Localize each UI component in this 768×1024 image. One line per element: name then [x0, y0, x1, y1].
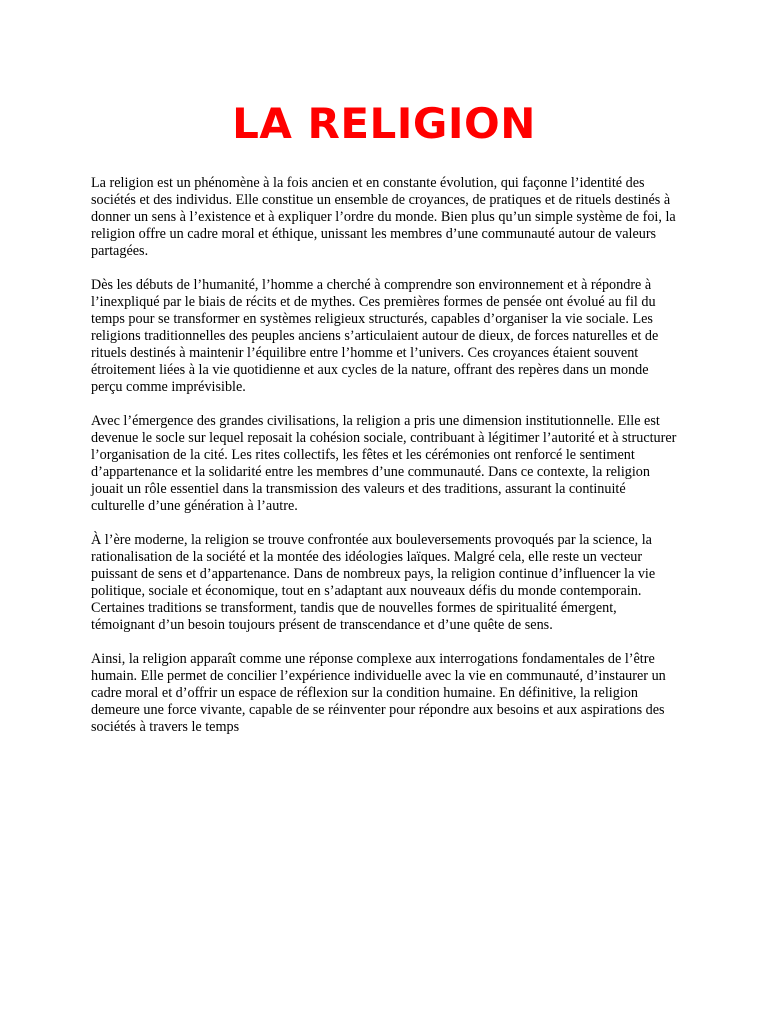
paragraph: Avec l’émergence des grandes civilisations, la religion a pris une dimension institutionnelle. Elle est devenue le socle sur lequel reposait la cohésion sociale, contribuant à légitimer l’autorité et à structurer l’organisation de la cité. Les rites collectifs, les fêtes et les cérémonies ont renforcé le sentiment d’appartenance et la solidarité entre les membres d’une communauté. Dans ce contexte, la religion jouait un rôle essentiel dans la transmission des valeurs et des traditions, assurant la continuité culturelle d’une génération à l’autre.: [91, 413, 677, 514]
document-title: LA RELIGION: [232, 99, 536, 148]
paragraph: À l’ère moderne, la religion se trouve confrontée aux bouleversements provoqués par la science, la rationalisation de la société et la montée des idéologies laïques. Malgré cela, elle reste un vecteur puissant de sens et d’appartenance. Dans de nombreux pays, la religion continue d’influencer la vie politique, sociale et économique, tout en s’adaptant aux nouveaux défis du monde contemporain. Certaines traditions se transforment, tandis que de nouvelles formes de spiritualité émergent, témoignant d’un besoin toujours présent de transcendance et d’une quête de sens.: [91, 532, 656, 633]
document-body: [91, 175, 681, 753]
paragraph: La religion est un phénomène à la fois ancien et en constante évolution, qui façonne l’identité des sociétés et des individus. Elle constitue un ensemble de croyances, de pratiques et de rituels destinés à donner un sens à l’existence et à expliquer l’ordre du monde. Bien plus qu’un simple système de foi, la religion offre un cadre moral et éthique, unissant les membres d’une communauté autour de valeurs partagées.: [91, 175, 676, 259]
paragraph: Dès les débuts de l’humanité, l’homme a cherché à comprendre son environnement et à répondre à l’inexpliqué par le biais de récits et de mythes. Ces premières formes de pensée ont évolué au fil du temps pour se transformer en systèmes religieux structurés, capables d’organiser la vie sociale. Les religions traditionnelles des peuples anciens s’articulaient autour de dieux, de forces naturelles et de rituels destinés à maintenir l’équilibre entre l’homme et l’univers. Ces croyances étaient souvent étroitement liées à la vie quotidienne et aux cycles de la nature, offrant des repères dans un monde perçu comme imprévisible.: [91, 277, 659, 395]
paragraph: Ainsi, la religion apparaît comme une réponse complexe aux interrogations fondamentales de l’être humain. Elle permet de concilier l’expérience individuelle avec la vie en communauté, d’instaurer un cadre moral et d’offrir un espace de réflexion sur la condition humaine. En définitive, la religion demeure une force vivante, capable de se réinventer pour répondre aux besoins et aux aspirations des sociétés à travers le temps: [91, 651, 666, 735]
